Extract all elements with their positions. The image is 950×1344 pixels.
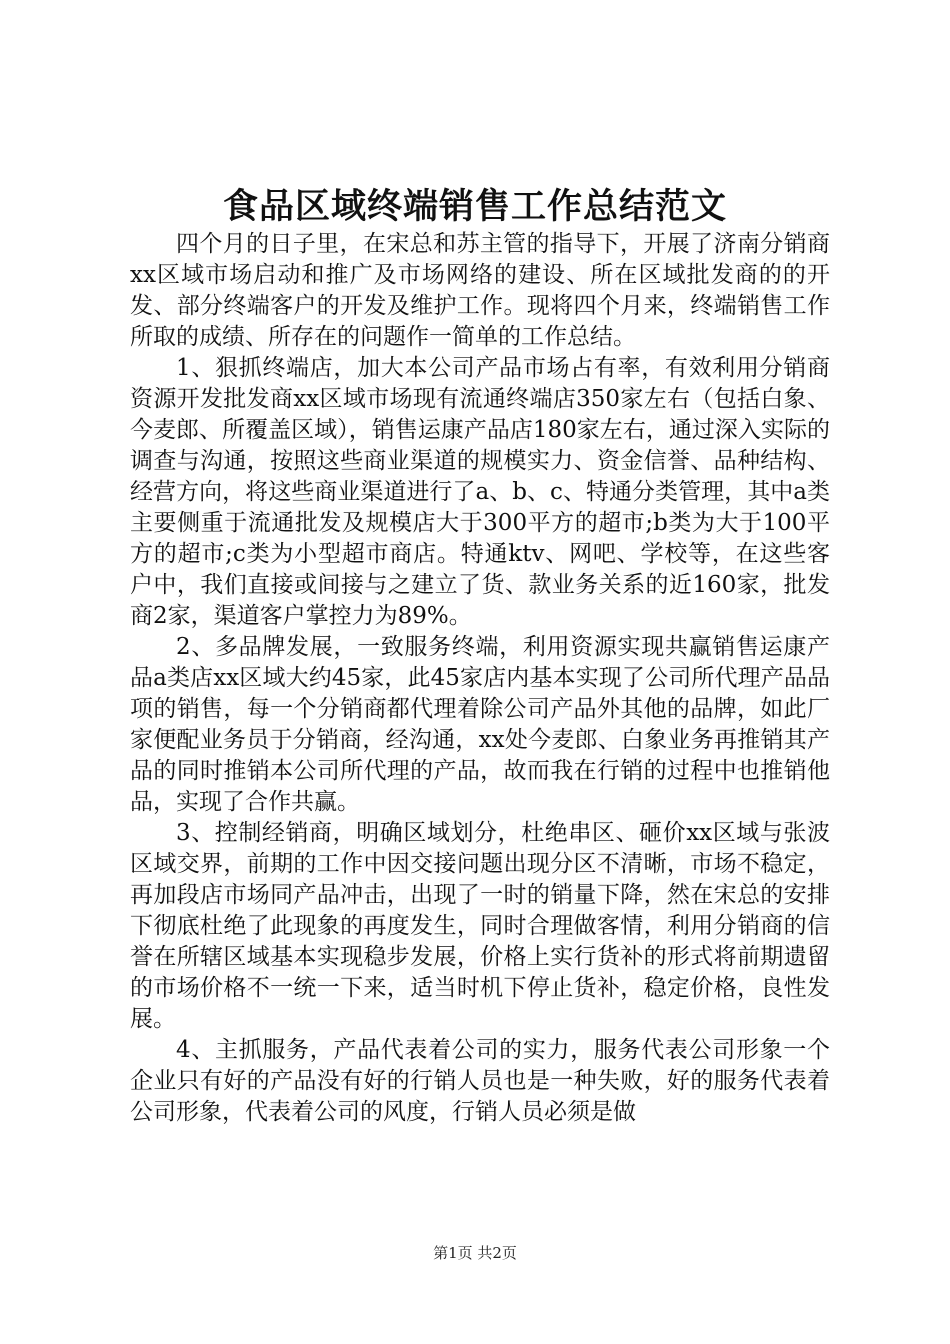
page-footer: 第1页 共2页 bbox=[433, 1244, 517, 1262]
paragraph-3-distributor-control: 3、控制经销商，明确区域划分，杜绝串区、砸价xx区域与张波区域交界，前期的工作中因交接问题出现分区不清晰，市场不稳定，再加段店市场同产品冲击，出现了一时的销量下降，然在宋总的安排下彻底杜绝了此现象的再度发生，同时合理做客情，利用分销商的信誉在所辖区域基本实现稳步发展，价格上实行货补的形式将前期遗留的市场价格不一统一下来，适当时机下停止货补，稳定价格，良性发展。 bbox=[130, 820, 830, 1032]
paragraph-4-service: 4、主抓服务，产品代表着公司的实力，服务代表公司形象一个企业只有好的产品没有好的行销人员也是一种失败，好的服务代表着公司形象，代表着公司的风度，行销人员必须是做 bbox=[130, 1037, 830, 1125]
document-title: 食品区域终端销售工作总结范文 bbox=[222, 186, 727, 227]
paragraph-1-terminal-stores: 1、狠抓终端店，加大本公司产品市场占有率，有效利用分销商资源开发批发商xx区域市场现有流通终端店350家左右（包括白象、今麦郎、所覆盖区域），销售运康产品店180家左右，通过深入实际的调查与沟通，按照这些商业渠道的规模实力、资金信誉、品种结构、经营方向，将这些商业渠道进行了a、b、c、特通分类管理，其中a类主要侧重于流通批发及规模店大于300平方的超市;b类为大于100平方的超市;c类为小型超市商店。特通ktv、网吧、学校等，在这些客户中，我们直接或间接与之建立了货、款业务关系的近160家，批发商2家，渠道客户掌控力为89%。 bbox=[130, 355, 830, 629]
document-body bbox=[130, 229, 830, 1128]
paragraph-intro: 四个月的日子里，在宋总和苏主管的指导下，开展了济南分销商xx区域市场启动和推广及市场网络的建设、所在区域批发商的的开发、部分终端客户的开发及维护工作。现将四个月来，终端销售工作所取的成绩、所存在的问题作一简单的工作总结。 bbox=[130, 231, 830, 350]
paragraph-2-multi-brand: 2、多品牌发展，一致服务终端，利用资源实现共赢销售运康产品a类店xx区域大约45家，此45家店内基本实现了公司所代理产品品项的销售，每一个分销商都代理着除公司产品外其他的品牌，如此厂家便配业务员于分销商，经沟通，xx处今麦郎、白象业务再推销其产品的同时推销本公司所代理的产品，故而我在行销的过程中也推销他品，实现了合作共赢。 bbox=[130, 634, 830, 815]
